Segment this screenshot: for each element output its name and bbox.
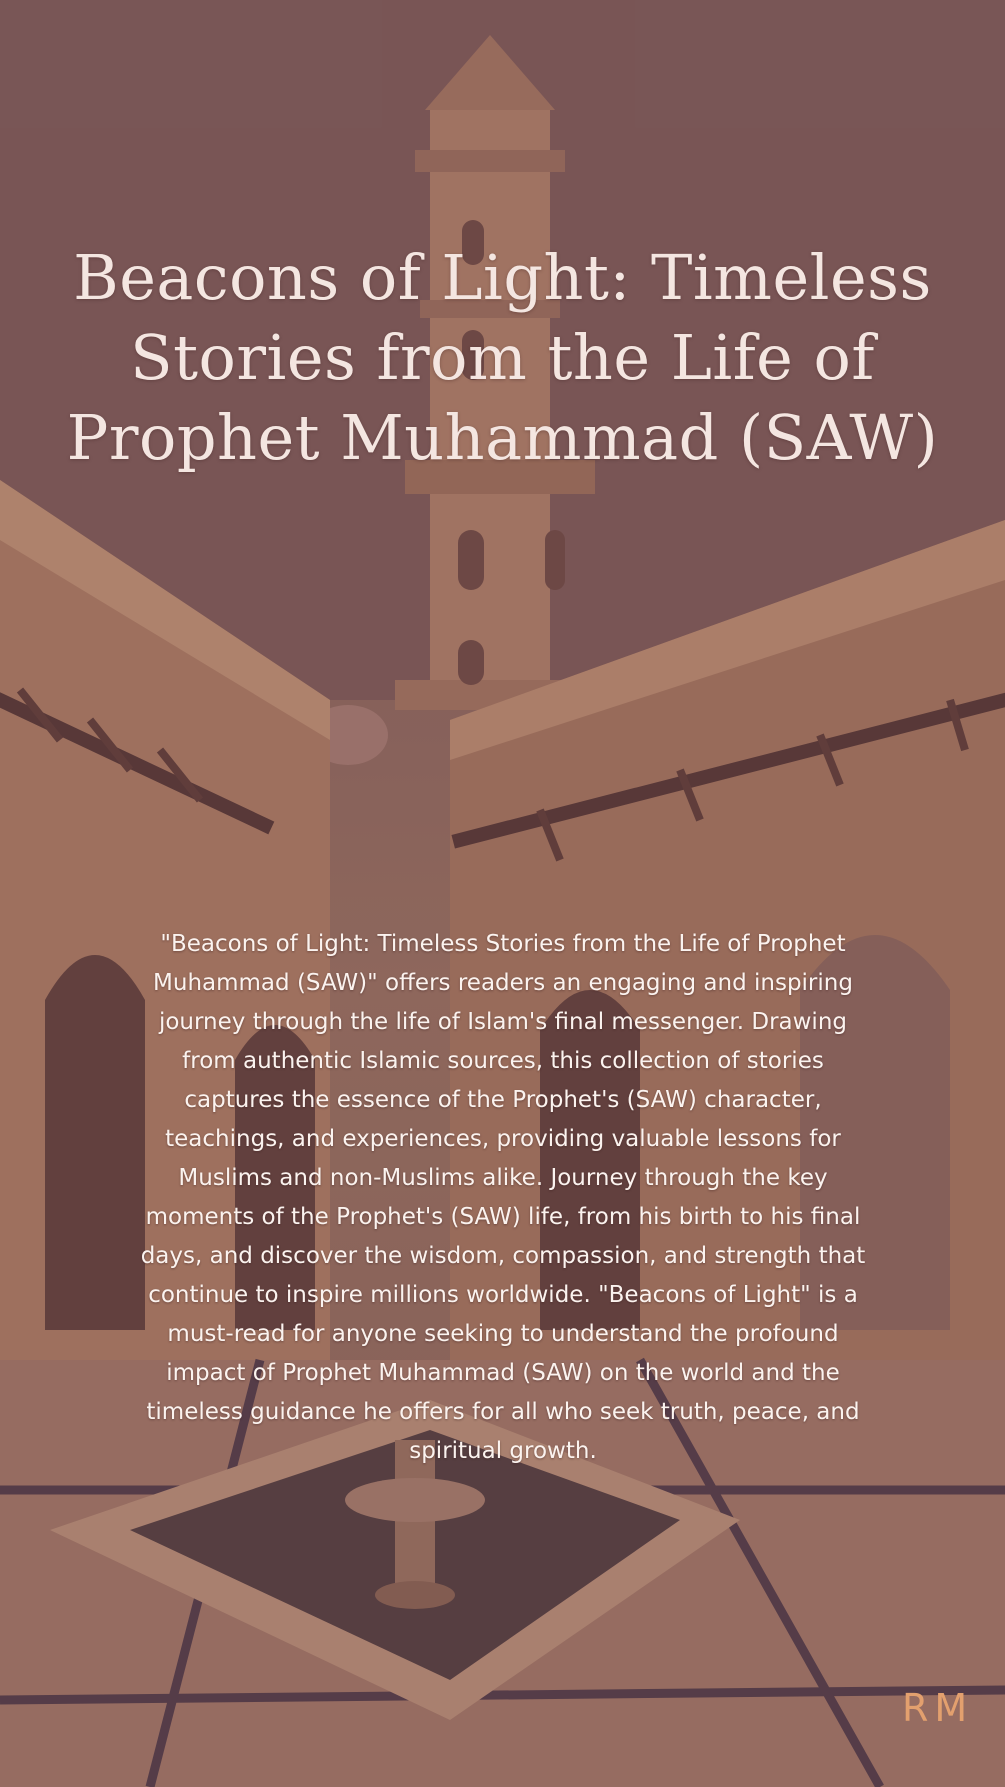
book-title: Beacons of Light: Timeless Stories from the Life of Prophet Muhammad (SAW) [66, 241, 939, 474]
rm-logo: RM [902, 1686, 974, 1730]
book-description: "Beacons of Light: Timeless Stories from the Life of Prophet Muhammad (SAW)" offers readers an engaging and inspiring journey through the life of Islam's final messenger. Drawing from authentic Islamic sources, this collection of stories captures the essence of the Prophet's (SAW) character, teachings, and experiences, providing valuable lessons for Muslims and non-Muslims alike. Journey through the key moments of the Prophet's (SAW) life, from his birth to his final days, and discover the wisdom, compassion, and strength that continue to inspire millions worldwide. "Beacons of Light" is a must-read for anyone seeking to understand the profound impact of Prophet Muhammad (SAW) on the world and the timeless guidance he offers for all who seek truth, peace, and spiritual growth. [140, 931, 866, 1464]
